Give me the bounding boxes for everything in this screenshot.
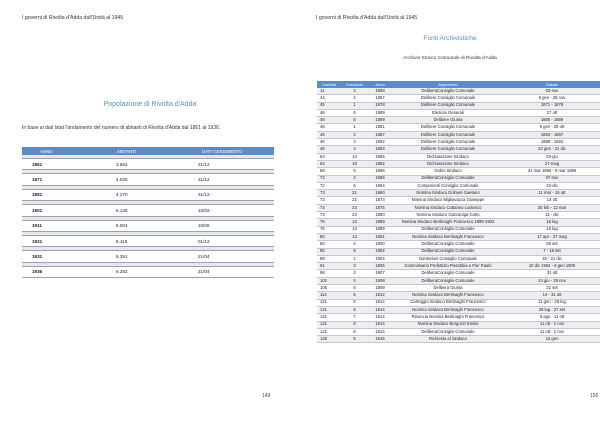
table-cell: 73 <box>317 212 341 219</box>
table-cell: 54 <box>317 160 341 167</box>
table-cell: 14 - 31 ott <box>504 292 600 299</box>
table-row <box>22 189 274 200</box>
table-row <box>317 299 600 306</box>
table-cell: Nomina Sindaco Bertinaghi Francesco 1899-1902 <box>392 219 504 226</box>
table-cell: 106 <box>317 285 341 292</box>
table-cell: 21/04 <box>196 266 274 277</box>
table-cell: 18 - 21 dic <box>504 255 600 262</box>
table-cell: 1885 - 1889 <box>504 117 600 124</box>
running-head: I governi di Rivolta d'Adda dall'Unità al 1945 <box>22 15 124 21</box>
table-row <box>22 266 274 277</box>
table-cell: 18 <box>341 160 368 167</box>
table-row <box>317 168 600 175</box>
table-cell: 1861 <box>22 159 107 170</box>
column-header: Argomento <box>392 81 504 88</box>
table-cell: 72 <box>317 175 341 182</box>
table-cell: 4.270 <box>107 189 196 200</box>
table-cell: 21/04 <box>196 251 274 262</box>
table-cell: Nomina Sindaco Bertinaghi Francesco <box>392 306 504 313</box>
table-cell: 22 <box>341 197 368 204</box>
table-cell: 1905 <box>368 263 392 270</box>
table-row <box>317 212 600 219</box>
intro-text: In base ai dati Istat l'andamento del numero di abitanti di Rivolta d'Adda dal 1861 al 1936. <box>22 125 221 131</box>
table-header-row <box>317 81 600 88</box>
table-cell: 24 <box>341 212 368 219</box>
table-row <box>317 314 600 321</box>
table-cell: 44 <box>317 95 341 102</box>
table-cell: 13 <box>341 153 368 160</box>
table-cell: 128 <box>317 336 341 343</box>
table-cell: 121 <box>317 328 341 335</box>
table-cell: 1914 <box>368 321 392 328</box>
table-cell: 1914 <box>368 328 392 335</box>
table-cell: 14 giu - 28 nov <box>504 277 600 284</box>
table-cell: 29 lug - 27 set <box>504 306 600 313</box>
table-cell: Ordini Sindaco <box>392 168 504 175</box>
table-cell: 5 <box>341 292 368 299</box>
table-cell: 01/12 <box>196 235 274 246</box>
table-cell: Elezioni Generali <box>392 109 504 116</box>
table-cell: 102 <box>317 277 341 284</box>
table-row <box>22 220 274 231</box>
table-cell: 1 <box>341 255 368 262</box>
table-cell: Commissario Prefettizio Pierobbia e Pier Paolo <box>392 263 504 270</box>
table-cell: 13 <box>341 226 368 233</box>
table-row <box>317 321 600 328</box>
table-cell: Richiesta al Sindaco <box>392 336 504 343</box>
table-cell: 8 <box>341 328 368 335</box>
table-cell: 1 <box>341 102 368 109</box>
table-cell: 1900 <box>368 241 392 248</box>
table-cell: 1936 <box>22 266 107 277</box>
table-cell: 73 <box>317 204 341 211</box>
table-row <box>317 277 600 284</box>
table-cell: 16 lug <box>504 219 600 226</box>
table-cell: 1866 <box>368 175 392 182</box>
table-cell: 6.004 <box>107 220 196 231</box>
table-cell: 4 <box>341 146 368 153</box>
table-cell: 14 ott <box>504 197 600 204</box>
table-cell: 1907 <box>368 270 392 277</box>
table-cell: 4 <box>341 277 368 284</box>
table-cell: 80 <box>317 233 341 240</box>
table-cell: 9 gen - 26 ott <box>504 124 600 131</box>
table-cell: 2 <box>341 131 368 138</box>
archive-sources-table <box>317 81 600 343</box>
table-cell: 1881 <box>22 189 107 200</box>
table-cell: DeliberaConsiglio Comunale <box>392 270 504 277</box>
page-number: 149 <box>262 393 271 399</box>
table-cell: 1875 <box>368 204 392 211</box>
table-cell: Delibere Giunta <box>392 117 504 124</box>
table-row <box>317 160 600 167</box>
table-cell: 03-giu <box>504 153 600 160</box>
table-cell: 13 <box>341 219 368 226</box>
table-cell: 91 <box>317 263 341 270</box>
table-cell: 46 <box>317 146 341 153</box>
table-cell: 3 <box>341 139 368 146</box>
table-row <box>317 153 600 160</box>
table-cell: 73 <box>317 197 341 204</box>
table-row <box>317 190 600 197</box>
table-cell: 1865 <box>368 153 392 160</box>
table-cell: 73 <box>317 190 341 197</box>
table-cell: 1914 <box>368 314 392 321</box>
table-row <box>317 197 600 204</box>
table-row <box>317 95 600 102</box>
table-cell: 1901 <box>22 205 107 216</box>
table-cell: 1864 <box>368 182 392 189</box>
table-cell: DeliberaConsiglio Comunale <box>392 241 504 248</box>
table-row <box>317 263 600 270</box>
table-cell: 6 <box>341 248 368 255</box>
column-header: Fascicolo <box>341 81 368 88</box>
table-cell: 46 <box>317 117 341 124</box>
table-row <box>317 146 600 153</box>
table-cell: 4 <box>341 95 368 102</box>
subtitle: Archivio Storico Comunale di Rivolta d'Adda <box>403 56 497 61</box>
table-cell: Nomina Sindaco Dolmeti Gaetano <box>392 190 504 197</box>
table-cell: 3 <box>341 263 368 270</box>
table-row <box>317 255 600 262</box>
running-head: I governi di Rivolta d'Adda dall'Unità al 1945 <box>316 15 418 21</box>
table-cell: 1860 <box>368 190 392 197</box>
table-row <box>317 226 600 233</box>
table-cell: DeliberaConsiglio Comunale <box>392 88 504 95</box>
table-cell: 114 <box>317 292 341 299</box>
table-cell: 68 <box>317 168 341 175</box>
table-row <box>22 159 274 170</box>
table-row <box>317 124 600 131</box>
table-cell: 1888 - 1892 <box>504 139 600 146</box>
table-cell: 11 mar - 15 ott <box>504 190 600 197</box>
table-cell: 1889 <box>368 117 392 124</box>
table-row <box>317 102 600 109</box>
table-cell: 31/12 <box>196 174 274 185</box>
table-cell: 11 gen - 26 lug <box>504 299 600 306</box>
table-cell: 1 <box>341 124 368 131</box>
table-cell: 6 <box>341 285 368 292</box>
table-cell: DeliberaConsiglio Comunale <box>392 175 504 182</box>
table-cell: 6.116 <box>107 235 196 246</box>
table-cell: 76 <box>317 219 341 226</box>
table-cell: 1871 - 1878 <box>504 102 600 109</box>
table-cell: 1931 <box>22 251 107 262</box>
table-cell: 1909 <box>368 285 392 292</box>
table-cell: 1867 <box>368 95 392 102</box>
table-cell: 98 <box>317 270 341 277</box>
table-row <box>317 248 600 255</box>
table-cell: 46 <box>317 139 341 146</box>
table-cell: Delibere Consiglio Comunale <box>392 124 504 131</box>
table-cell: Nomina Sindaco Bertinaghi Francesco <box>392 292 504 299</box>
table-cell: 1878 <box>368 102 392 109</box>
table-cell: 45 <box>317 102 341 109</box>
table-cell: Componenti Consiglio Comunale <box>392 182 504 189</box>
table-cell: Nomina Sindaco Migliavacca Giuseppe <box>392 197 504 204</box>
column-header: ANNO <box>22 147 107 155</box>
table-cell: 11 ott - 1 nov <box>504 321 600 328</box>
table-cell: 46 <box>317 124 341 131</box>
table-cell: 76 <box>317 226 341 233</box>
right-page <box>300 0 600 424</box>
table-cell: 2 <box>341 270 368 277</box>
table-cell: 46 <box>317 131 341 138</box>
table-row <box>317 328 600 335</box>
table-cell: 72 <box>317 182 341 189</box>
table-cell: 5 <box>341 168 368 175</box>
table-row <box>22 235 274 246</box>
table-row <box>22 174 274 185</box>
table-row <box>317 306 600 313</box>
table-row <box>317 285 600 292</box>
table-row <box>317 117 600 124</box>
table-cell: 16 gen <box>504 336 600 343</box>
table-cell: 10/06 <box>196 220 274 231</box>
table-cell: 6 <box>341 109 368 116</box>
table-row <box>22 205 274 216</box>
table-cell: Delibera Giunta <box>392 285 504 292</box>
table-row <box>317 336 600 343</box>
table-cell: Delibere Consiglio Comunale <box>392 95 504 102</box>
table-cell: DeliberaConsiglio Comunale <box>392 226 504 233</box>
table-cell: 22-dic <box>504 182 600 189</box>
table-cell: 1883 - 1887 <box>504 131 600 138</box>
table-cell: 31/12 <box>196 159 274 170</box>
table-cell: 46 <box>317 109 341 116</box>
table-cell: 1889 <box>368 109 392 116</box>
table-cell: Carteggio Sindaco Bertinaghi Francesco <box>392 299 504 306</box>
table-cell: 1881 <box>368 124 392 131</box>
table-cell: 121 <box>317 299 341 306</box>
table-cell: 80 <box>317 241 341 248</box>
table-cell: 6 gen - 28 nov <box>504 95 600 102</box>
table-cell: Dichiarazione Sindaco <box>392 153 504 160</box>
table-cell: 22 gen - 31 dic <box>504 146 600 153</box>
table-cell: 6.282 <box>107 266 196 277</box>
table-row <box>317 241 600 248</box>
table-cell: 1862 <box>368 160 392 167</box>
table-cell: 4.025 <box>107 174 196 185</box>
table-row <box>317 270 600 277</box>
table-cell: 1890 <box>368 212 392 219</box>
table-row <box>317 204 600 211</box>
table-row <box>317 219 600 226</box>
section-title: Popolazione di Rivolta d'Adda <box>103 101 197 108</box>
table-cell: 27 ott <box>504 109 600 116</box>
table-cell: 10/02 <box>196 205 274 216</box>
table-cell: 11 ott - 1 nov <box>504 328 600 335</box>
table-cell: 8 <box>341 321 368 328</box>
table-cell: 5 <box>341 117 368 124</box>
table-cell: 23 <box>341 204 368 211</box>
table-row <box>317 182 600 189</box>
population-table <box>22 147 274 278</box>
table-cell: Nomina Sindaco Borgozzi Emilio <box>392 321 504 328</box>
table-cell: Delibere Consiglio Comunale <box>392 146 504 153</box>
table-cell: Dichiarazione Sindaco <box>392 160 504 167</box>
table-row <box>317 109 600 116</box>
table-cell: 5 ago - 11 ott <box>504 314 600 321</box>
table-cell: 08 set <box>504 241 600 248</box>
table-cell: 31/12 <box>196 189 274 200</box>
table-cell: Nomina Sindaco Cattaneo Lodovico <box>392 204 504 211</box>
table-cell: 1896 <box>368 168 392 175</box>
table-cell: Delibere Consiglio Comunale <box>392 139 504 146</box>
column-header: Anno <box>368 81 392 88</box>
table-cell: 5 <box>341 299 368 306</box>
table-cell: 13 <box>341 233 368 240</box>
table-cell: 54 <box>317 153 341 160</box>
table-cell: 17 apr - 27 mag <box>504 233 600 240</box>
table-cell: 1893 <box>368 146 392 153</box>
table-cell: 88 <box>317 255 341 262</box>
table-cell: 1914 <box>368 306 392 313</box>
section-title: Fonti Archivistiche <box>423 35 477 42</box>
table-cell: 1871 <box>22 174 107 185</box>
table-cell: 5.138 <box>107 205 196 216</box>
table-row <box>317 88 600 95</box>
table-cell: 1921 <box>22 235 107 246</box>
table-cell: 2 <box>341 88 368 95</box>
table-cell: 1912 <box>368 292 392 299</box>
table-cell: 121 <box>317 314 341 321</box>
table-cell: 5 <box>341 336 368 343</box>
table-cell: 1908 <box>368 277 392 284</box>
table-cell: 21 <box>341 190 368 197</box>
table-cell: Dimissioni Consiglio Comunale <box>392 255 504 262</box>
table-cell: 1892 <box>368 139 392 146</box>
table-cell: 11 <box>317 88 341 95</box>
table-cell: 10 dic 1904 - 6 gen 1905 <box>504 263 600 270</box>
table-cell: 1868 <box>368 88 392 95</box>
column-header: DATA CENSIMENTO <box>196 147 274 155</box>
table-cell: 4 <box>341 241 368 248</box>
column-header: Cartella <box>317 81 341 88</box>
column-header: ABITANTI <box>107 147 196 155</box>
table-cell: 31 ott <box>504 270 600 277</box>
table-cell: 1899 <box>368 226 392 233</box>
table-header-row <box>22 147 274 155</box>
table-cell: 1914 <box>368 299 392 306</box>
table-cell: DeliberaConsiglio Comunale <box>392 328 504 335</box>
table-cell: 1901 <box>368 233 392 240</box>
table-cell: 1887 <box>368 131 392 138</box>
page-number: 150 <box>590 393 599 399</box>
table-row <box>317 233 600 240</box>
table-cell: 16 lug <box>504 226 600 233</box>
table-row <box>317 175 600 182</box>
table-cell: Rinuncia Nomina Bertinaghi Francesco <box>392 314 504 321</box>
column-header: Data/e <box>504 81 600 88</box>
table-cell: 6 <box>341 306 368 313</box>
table-cell: Delibere Consiglio Comunale <box>392 102 504 109</box>
table-cell: 25 feb - 12 mar <box>504 204 600 211</box>
table-cell: 1911 <box>22 220 107 231</box>
table-cell: 22 set <box>504 285 600 292</box>
table-cell: 6 <box>341 182 368 189</box>
table-cell: 1915 <box>368 336 392 343</box>
table-cell: 27-mag <box>504 160 600 167</box>
table-cell: 1904 <box>368 255 392 262</box>
table-cell: DeliberaConsiglio Comunale <box>392 248 504 255</box>
table-cell: 7 - 18 set <box>504 248 600 255</box>
table-cell: 7 <box>341 314 368 321</box>
table-cell: 3.662 <box>107 159 196 170</box>
table-row <box>317 139 600 146</box>
table-cell: 1902 <box>368 248 392 255</box>
table-row <box>317 292 600 299</box>
table-cell: 2 <box>341 175 368 182</box>
table-cell: 121 <box>317 321 341 328</box>
table-cell: 1899 <box>368 219 392 226</box>
table-cell: Nomina Sindaco Bertinaghi Francesco <box>392 233 504 240</box>
table-cell: 03-nov <box>504 88 600 95</box>
table-cell: 31 mar 1866 - 6 mar 1896 <box>504 168 600 175</box>
table-cell: Delibere Consiglio Comunale <box>392 131 504 138</box>
table-cell: 6.391 <box>107 251 196 262</box>
table-cell: 11 - dic <box>504 212 600 219</box>
table-row <box>22 251 274 262</box>
table-row <box>317 131 600 138</box>
table-cell: DeliberaConsiglio Comunale <box>392 277 504 284</box>
table-cell: 1873 <box>368 197 392 204</box>
table-cell: 07-nov <box>504 175 600 182</box>
table-cell: 121 <box>317 306 341 313</box>
table-cell: Nomina Sindaco Gazzaniga Carlo <box>392 212 504 219</box>
table-cell: 85 <box>317 248 341 255</box>
